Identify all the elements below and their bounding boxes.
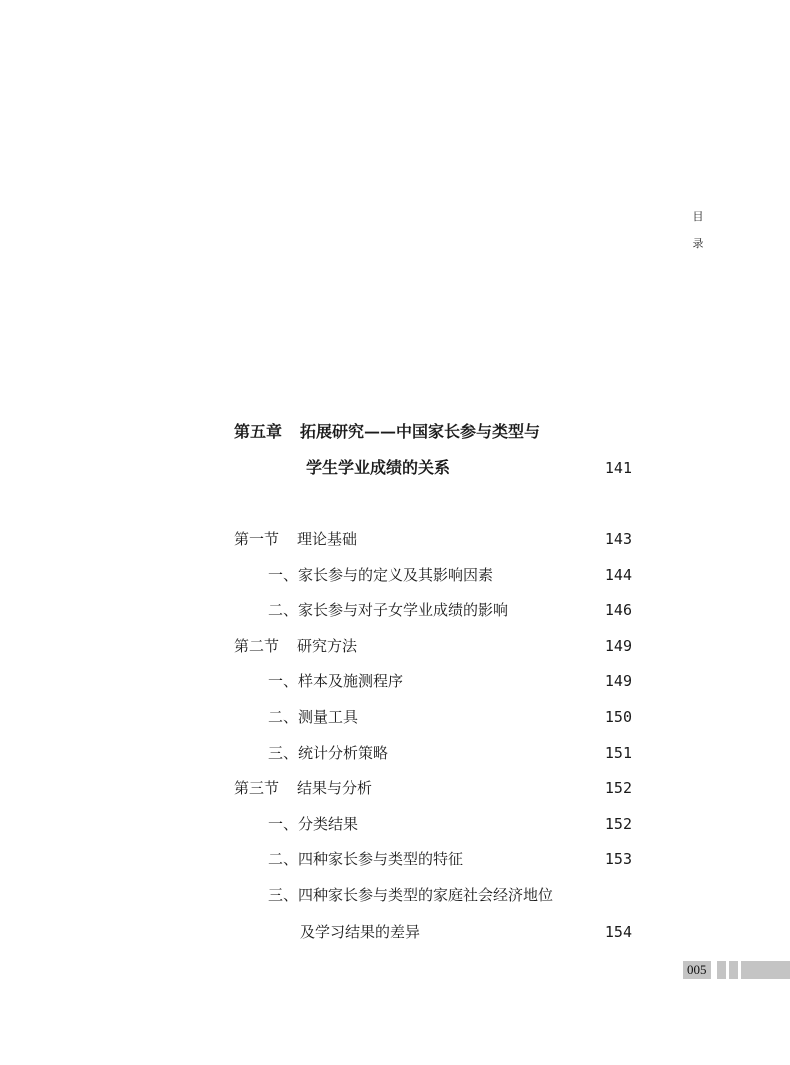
item-title: 二、四种家长参与类型的特征 — [268, 850, 464, 868]
page-number: 154 — [604, 923, 632, 941]
chapter-label: 第五章 — [234, 422, 283, 441]
toc-section-1[interactable] — [0, 527, 790, 551]
section-title: 研究方法 — [297, 637, 358, 655]
toc-item[interactable] — [0, 705, 790, 729]
page-number: 143 — [604, 530, 632, 548]
toc-item[interactable] — [0, 563, 790, 587]
toc-chapter-5[interactable] — [0, 420, 790, 444]
item-title: 三、四种家长参与类型的家庭社会经济地位 — [268, 886, 554, 904]
toc-section-2[interactable] — [0, 634, 790, 658]
side-tab-char: 录 — [692, 237, 704, 250]
item-title: 三、统计分析策略 — [268, 744, 389, 762]
section-title: 理论基础 — [297, 530, 358, 548]
folio-bar — [683, 961, 790, 979]
toc-chapter-5-cont[interactable] — [0, 456, 790, 480]
page-number: 150 — [604, 708, 632, 726]
folio-decoration — [729, 961, 738, 979]
toc-item[interactable] — [0, 812, 790, 836]
toc-item-cont[interactable] — [0, 920, 790, 944]
item-title: 二、测量工具 — [268, 708, 359, 726]
toc-section-3[interactable] — [0, 776, 790, 800]
item-title: 一、样本及施测程序 — [268, 672, 404, 690]
page-number: 153 — [604, 850, 632, 868]
folio-number: 005 — [683, 961, 711, 979]
page-number: 149 — [604, 672, 632, 690]
item-title: 二、家长参与对子女学业成绩的影响 — [268, 601, 509, 619]
page-number: 146 — [604, 601, 632, 619]
page-number: 141 — [604, 459, 632, 477]
toc-item[interactable] — [0, 669, 790, 693]
item-title: 及学习结果的差异 — [300, 923, 421, 941]
page-number: 152 — [604, 815, 632, 833]
side-tab-char: 目 — [692, 210, 704, 223]
chapter-title-line1: 拓展研究——中国家长参与类型与 — [300, 422, 541, 441]
page-number: 152 — [604, 779, 632, 797]
item-title: 一、家长参与的定义及其影响因素 — [268, 566, 494, 584]
folio-decoration — [717, 961, 726, 979]
page-number: 149 — [604, 637, 632, 655]
toc-item[interactable] — [0, 847, 790, 871]
folio-decoration — [741, 961, 790, 979]
section-label: 第一节 — [234, 530, 280, 548]
section-title: 结果与分析 — [297, 779, 373, 797]
section-label: 第二节 — [234, 637, 280, 655]
toc-item[interactable] — [0, 741, 790, 765]
toc-item[interactable] — [0, 598, 790, 622]
toc-item[interactable] — [0, 883, 790, 907]
section-label: 第三节 — [234, 779, 280, 797]
page-number: 151 — [604, 744, 632, 762]
item-title: 一、分类结果 — [268, 815, 359, 833]
page-number: 144 — [604, 566, 632, 584]
chapter-title-line2: 学生学业成绩的关系 — [306, 458, 451, 477]
